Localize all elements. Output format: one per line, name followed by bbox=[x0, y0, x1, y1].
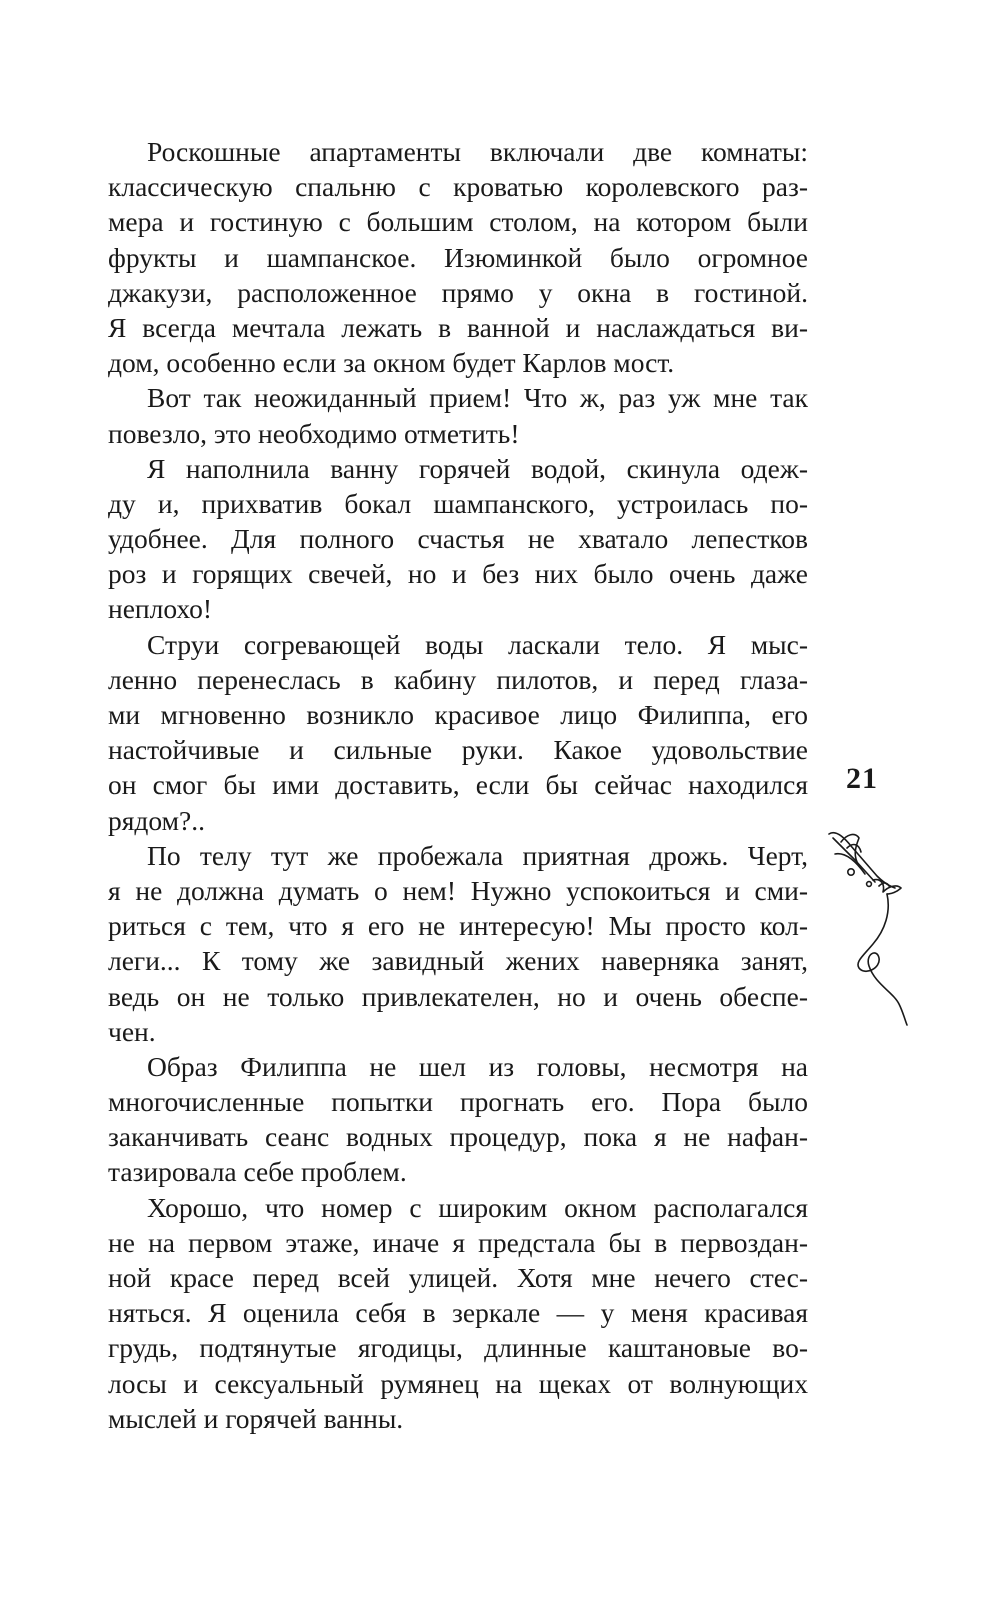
text-line: роз и горящих свечей, но и без них было очень даже bbox=[108, 558, 808, 590]
text-line: леги... К тому же завидный жених наверняка занят, bbox=[108, 945, 808, 977]
text-line: няться. Я оценила себя в зеркале — у меня красивая bbox=[108, 1297, 808, 1329]
text-line: ленно перенеслась в кабину пилотов, и перед глаза- bbox=[108, 663, 808, 695]
text-line: ведь он не только привлекателен, но и очень обеспе- bbox=[108, 980, 808, 1012]
text-line: фрукты и шампанское. Изюминкой было огромное bbox=[108, 241, 808, 273]
page-number: 21 bbox=[846, 762, 878, 795]
text-line: неплохо! bbox=[108, 593, 213, 625]
text-line: классическую спальню с кроватью королевского раз- bbox=[108, 171, 808, 203]
text-line: повезло, это необходимо отметить! bbox=[108, 417, 520, 449]
text-line: По телу тут же пробежала приятная дрожь. Черт, bbox=[147, 839, 808, 871]
text-line: Я наполнила ванну горячей водой, скинула одеж- bbox=[147, 452, 808, 484]
text-line: Образ Филиппа не шел из головы, несмотря на bbox=[147, 1050, 808, 1082]
text-line: ной красе перед всей улицей. Хотя мне нечего стес- bbox=[108, 1262, 808, 1293]
text-line: заканчивать сеанс водных процедур, пока я не нафан- bbox=[108, 1121, 808, 1153]
text-line: ми мгновенно возникло красивое лицо Филиппа, его bbox=[108, 699, 808, 730]
text-line: многочисленные попытки прогнать его. Пора было bbox=[108, 1086, 808, 1118]
text-line: Роскошные апартаменты включали две комнаты: bbox=[147, 136, 808, 167]
text-line: настойчивые и сильные руки. Какое удовольствие bbox=[108, 734, 808, 766]
text-line: мыслей и горячей ванны. bbox=[108, 1402, 404, 1434]
text-line: рядом?.. bbox=[108, 804, 205, 836]
text-line: джакузи, расположенное прямо у окна в гостиной. bbox=[108, 276, 808, 308]
text-line: Я всегда мечтала лежать в ванной и наслаждаться ви- bbox=[108, 311, 808, 343]
text-line: ду и, прихватив бокал шампанского, устроилась по- bbox=[108, 487, 808, 519]
text-line: чен. bbox=[108, 1015, 156, 1047]
text-line: он смог бы ими доставить, если бы сейчас находился bbox=[108, 769, 808, 801]
text-line: удобнее. Для полного счастья не хватало лепестков bbox=[108, 523, 808, 555]
text-line: риться с тем, что я его не интересую! Мы просто кол- bbox=[108, 910, 808, 942]
text-line: лосы и сексуальный румянец на щеках от волнующих bbox=[108, 1367, 808, 1399]
body-text bbox=[108, 134, 808, 1436]
text-line: Вот так неожиданный прием! Что ж, раз уж мне так bbox=[147, 382, 808, 414]
airplane-swirl-ornament-icon bbox=[825, 822, 935, 1027]
text-line: я не должна думать о нем! Нужно успокоиться и сми- bbox=[108, 874, 808, 906]
text-line: дом, особенно если за окном будет Карлов мост. bbox=[108, 347, 675, 379]
text-line: тазировала себе проблем. bbox=[108, 1156, 407, 1188]
text-line: Струи согревающей воды ласкали тело. Я мыс- bbox=[147, 628, 808, 660]
text-line: не на первом этаже, иначе я предстала бы в первоздан- bbox=[108, 1226, 808, 1258]
text-line: грудь, подтянутые ягодицы, длинные каштановые во- bbox=[108, 1332, 808, 1364]
text-line: мера и гостиную с большим столом, на котором были bbox=[108, 206, 808, 238]
text-line: Хорошо, что номер с широким окном располагался bbox=[147, 1191, 808, 1223]
